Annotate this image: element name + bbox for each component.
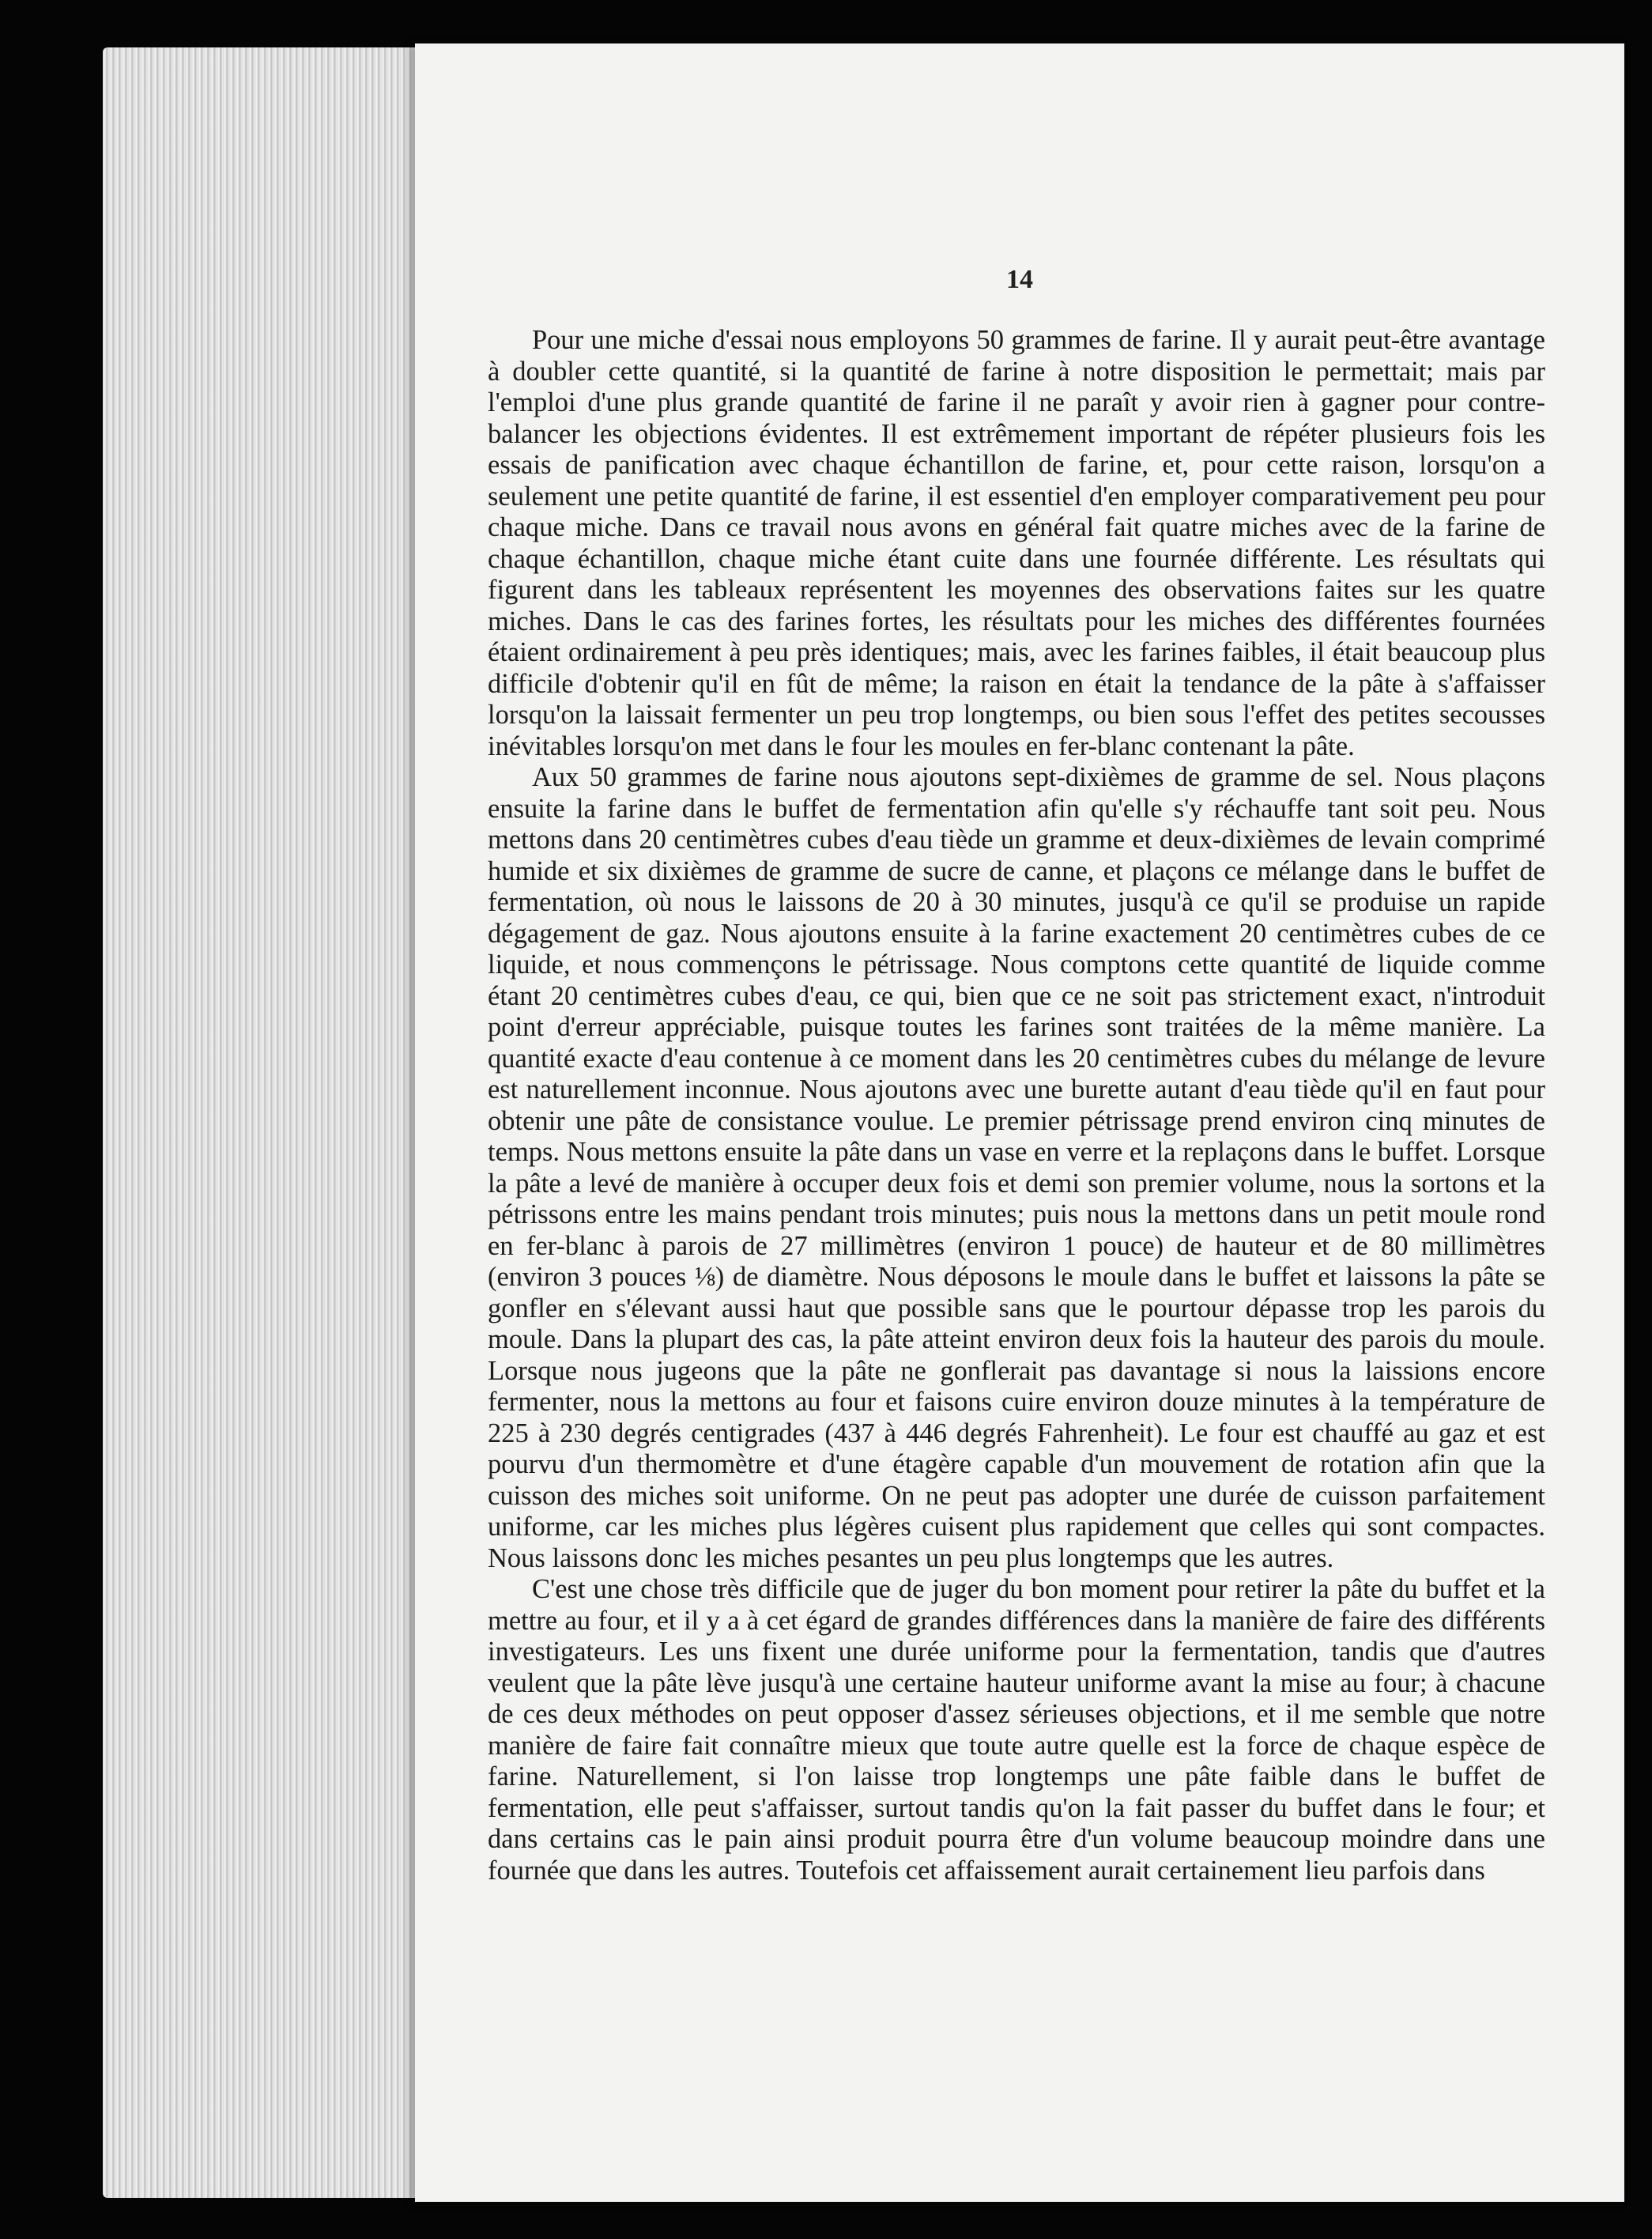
- paragraph-1: Pour une miche d'essai nous employons 50 grammes de farine. Il y aurait peut-être avantage à doubler cette quantité, si la quantité de farine à notre disposition le permettait; mais par l'emploi d'une plus grande quantité de farine il ne paraît y avoir rien à gagner pour contre-balancer les objections évidentes. Il est extrêmement important de répéter plusieurs fois les essais de panification avec chaque échantillon de farine, et, pour cette raison, lorsqu'on a seulement une petite quantité de farine, il est essentiel d'en employer comparativement peu pour chaque miche. Dans ce travail nous avons en général fait quatre miches avec de la farine de chaque échantillon, chaque miche étant cuite dans une fournée différente. Les résultats qui figurent dans les tableaux représentent les moyennes des observations faites sur les quatre miches. Dans le cas des farines fortes, les résultats pour les miches des différentes fournées étaient ordinairement à peu près identiques; mais, avec les farines faibles, il était beaucoup plus difficile d'obtenir qu'il en fût de même; la raison en était la tendance de la pâte à s'affaisser lorsqu'on la laissait fermenter un peu trop longtemps, ou bien sous l'effet des petites secousses inévitables lorsqu'on met dans le four les moules en fer-blanc contenant la pâte.: [488, 325, 1545, 761]
- paragraph-2: Aux 50 grammes de farine nous ajoutons sept-dixièmes de gramme de sel. Nous plaçons ensuite la farine dans le buffet de fermentation afin qu'elle s'y réchauffe tant soit peu. Nous mettons dans 20 centimètres cubes d'eau tiède un gramme et deux-dixièmes de levain comprimé humide et six dixièmes de gramme de sucre de canne, et plaçons ce mélange dans le buffet de fermentation, où nous le laissons de 20 à 30 minutes, jusqu'à ce qu'il se produise un rapide dégagement de gaz. Nous ajoutons ensuite à la farine exactement 20 centimètres cubes de ce liquide, et nous commençons le pétrissage. Nous comptons cette quantité de liquide comme étant 20 centimètres cubes d'eau, ce qui, bien que ce ne soit pas strictement exact, n'introduit point d'erreur appréciable, puisque toutes les farines sont traitées de la même manière. La quantité exacte d'eau contenue à ce moment dans les 20 centimètres cubes du mélange de levure est naturellement inconnue. Nous ajoutons avec une burette autant d'eau tiède qu'il en faut pour obtenir une pâte de consistance voulue. Le premier pétrissage prend environ cinq minutes de temps. Nous mettons ensuite la pâte dans un vase en verre et la replaçons dans le buffet. Lorsque la pâte a levé de manière à occuper deux fois et demi son premier volume, nous la sortons et la pétrissons entre les mains pendant trois minutes; puis nous la mettons dans un petit moule rond en fer-blanc à parois de 27 millimètres (environ 1 pouce) de hauteur et de 80 millimètres (environ 3 pouces ⅛) de diamètre. Nous déposons le moule dans le buffet et laissons la pâte se gonfler en s'élevant aussi haut que possible sans que le pourtour dépasse trop les parois du moule. Dans la plupart des cas, la pâte atteint environ deux fois la hauteur des parois du moule. Lorsque nous jugeons que la pâte ne gonflerait pas davantage si nous la laissions encore fermenter, nous la mettons au four et faisons cuire environ douze minutes à la température de 225 à 230 degrés centigrades (437 à 446 degrés Fahrenheit). Le four est chauffé au gaz et est pourvu d'un thermomètre et d'une étagère capable d'un mouvement de rotation afin que la cuisson des miches soit uniforme. On ne peut pas adopter une durée de cuisson parfaitement uniforme, car les miches plus légères cuisent plus rapidement que celles qui sont compactes. Nous laissons donc les miches pesantes un peu plus longtemps que les autres.: [488, 762, 1545, 1573]
- book-page-edges: [103, 47, 419, 2198]
- paragraph-3: C'est une chose très difficile que de juger du bon moment pour retirer la pâte du buffet et la mettre au four, et il y a à cet égard de grandes différences dans la manière de faire des différents investigateurs. Les uns fixent une durée uniforme pour la fermentation, tandis que d'autres veulent que la pâte lève jusqu'à une certaine hauteur uniforme avant la mise au four; à chacune de ces deux méthodes on peut opposer d'assez sérieuses objections, et il me semble que notre manière de faire fait connaître mieux que toute autre quelle est la force de chaque espèce de farine. Naturellement, si l'on laisse trop longtemps une pâte faible dans le buffet de fermentation, elle peut s'affaisser, surtout tandis qu'on la fait passer du buffet dans le four; et dans certains cas le pain ainsi produit pourra être d'un volume beaucoup moindre dans une fournée que dans les autres. Toutefois cet affaissement aurait certainement lieu parfois dans: [488, 1574, 1545, 1886]
- page-number: 14: [1006, 265, 1033, 294]
- page-body-text: [488, 325, 1545, 1886]
- book-page: [415, 43, 1624, 2202]
